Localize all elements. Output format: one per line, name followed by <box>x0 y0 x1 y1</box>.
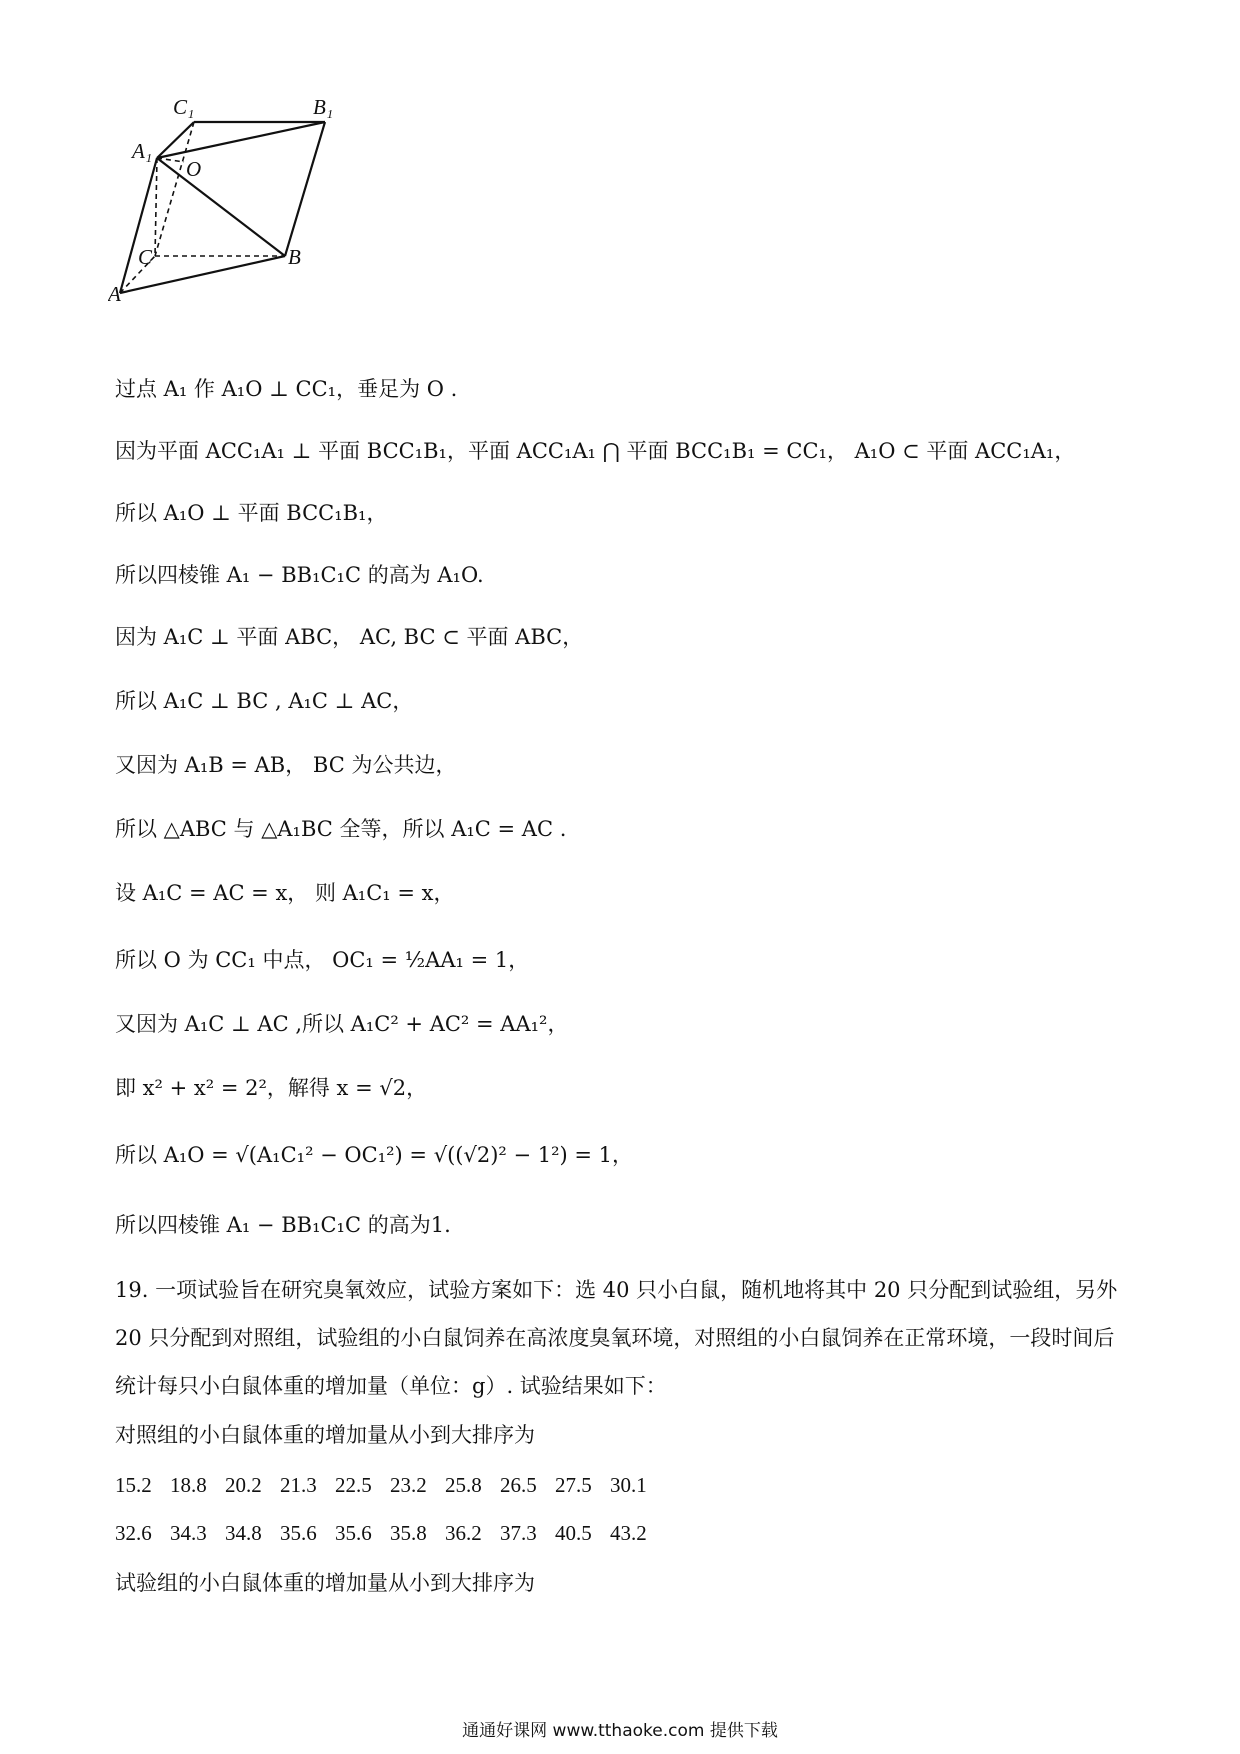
data-value: 32.6 <box>115 1521 152 1545</box>
data-value: 34.3 <box>170 1521 207 1545</box>
data-value: 35.6 <box>280 1521 317 1545</box>
label-B: B <box>288 245 301 269</box>
problem-19-statement: 19. 一项试验旨在研究臭氧效应，试验方案如下：选 40 只小白鼠，随机地将其中 20 只分配到试验组，另外 20 只分配到对照组，试验组的小白鼠饲养在高浓度臭氧环境，对照组的小白鼠饲养在正常环境，一段时间后统计每只小白鼠体重的增加量（单位：g）. 试验结果如下： <box>115 1278 1118 1398</box>
solution-line-11: 又因为 A₁C ⊥ AC ,所以 A₁C² + AC² = AA₁²， <box>115 1012 569 1036</box>
control-data-row-1 <box>115 1470 665 1500</box>
data-value: 27.5 <box>555 1473 592 1497</box>
data-value: 23.2 <box>390 1473 427 1497</box>
data-value: 34.8 <box>225 1521 262 1545</box>
solution-line-3: 所以 A₁O ⊥ 平面 BCC₁B₁， <box>115 501 388 525</box>
data-value: 35.8 <box>390 1521 427 1545</box>
data-value: 43.2 <box>610 1521 647 1545</box>
data-value: 36.2 <box>445 1521 482 1545</box>
data-value: 35.6 <box>335 1521 372 1545</box>
data-value: 15.2 <box>115 1473 152 1497</box>
label-A1: A₁ <box>132 139 153 163</box>
data-value: 40.5 <box>555 1521 592 1545</box>
label-O: O <box>186 157 202 181</box>
solution-line-10: 所以 O 为 CC₁ 中点， OC₁ = ½AA₁ = 1， <box>115 948 530 972</box>
data-value: 22.5 <box>335 1473 372 1497</box>
control-data-row-2 <box>115 1518 665 1548</box>
solution-line-5: 因为 A₁C ⊥ 平面 ABC， AC, BC ⊂ 平面 ABC， <box>115 625 584 649</box>
solution-line-4: 所以四棱锥 A₁ − BB₁C₁C 的高为 A₁O. <box>115 563 484 587</box>
solution-line-13: 所以 A₁O = √(A₁C₁² − OC₁²) = √((√2)² − 1²) = 1， <box>115 1143 634 1167</box>
data-value: 26.5 <box>500 1473 537 1497</box>
prism-figure <box>108 96 398 346</box>
label-C: C <box>138 245 153 269</box>
data-value: 25.8 <box>445 1473 482 1497</box>
footer-watermark: 通通好课网 www.tthaoke.com 提供下载 <box>462 1721 778 1741</box>
solution-line-14: 所以四棱锥 A₁ − BB₁C₁C 的高为1. <box>115 1213 451 1237</box>
control-group-label: 对照组的小白鼠体重的增加量从小到大排序为 <box>115 1423 535 1447</box>
solution-line-8: 所以 △ABC 与 △A₁BC 全等，所以 A₁C = AC . <box>115 817 567 841</box>
label-C1: C₁ <box>173 96 195 119</box>
solution-line-9: 设 A₁C = AC = x， 则 A₁C₁ = x， <box>115 881 455 905</box>
solution-line-2: 因为平面 ACC₁A₁ ⊥ 平面 BCC₁B₁，平面 ACC₁A₁ ⋂ 平面 BCC₁B₁ = CC₁， A₁O ⊂ 平面 ACC₁A₁， <box>115 439 1076 463</box>
solution-line-12: 即 x² + x² = 2²，解得 x = √2， <box>115 1076 428 1100</box>
data-value: 18.8 <box>170 1473 207 1497</box>
data-value: 30.1 <box>610 1473 647 1497</box>
label-A: A <box>108 282 121 306</box>
data-value: 20.2 <box>225 1473 262 1497</box>
data-value: 37.3 <box>500 1521 537 1545</box>
solution-line-1: 过点 A₁ 作 A₁O ⊥ CC₁，垂足为 O . <box>115 377 458 401</box>
solution-line-7: 又因为 A₁B = AB， BC 为公共边， <box>115 753 457 777</box>
test-group-label: 试验组的小白鼠体重的增加量从小到大排序为 <box>115 1571 535 1595</box>
solution-line-6: 所以 A₁C ⊥ BC , A₁C ⊥ AC， <box>115 689 414 713</box>
label-B1: B₁ <box>313 96 334 119</box>
data-value: 21.3 <box>280 1473 317 1497</box>
